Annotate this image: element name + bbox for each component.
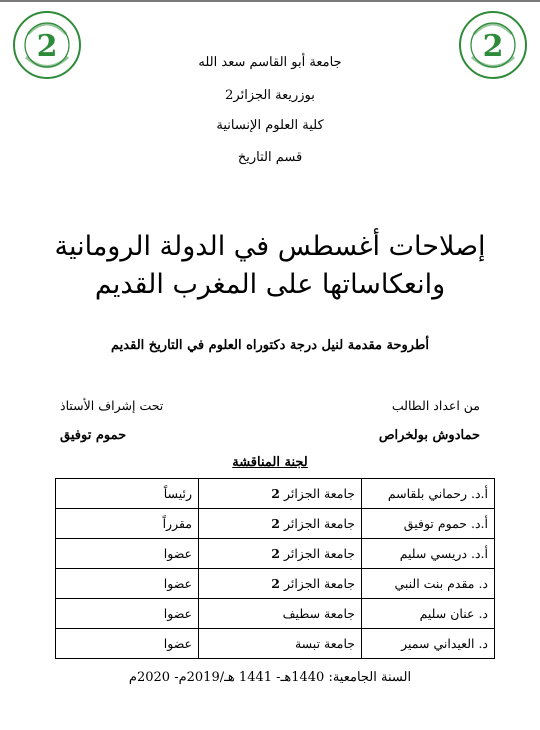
member-university-number: 2 [271,576,280,591]
member-role: مقرراً [56,509,199,539]
member-university-name: جامعة سطيف [282,606,355,621]
logo-numeral: 2 [482,29,504,64]
member-university-number: 2 [271,486,280,501]
committee-title: لجنة المناقشة [232,455,308,470]
committee-table [55,478,495,659]
university-name: جامعة أبو القاسم سعد الله [198,55,342,70]
member-university [199,629,362,659]
table-row [56,569,495,599]
member-role: عضوا [56,629,199,659]
member-name: أ.د. دريسي سليم [362,539,495,569]
supervisor-label: تحت إشراف الأستاذ [60,398,164,413]
table-row [56,479,495,509]
member-university [199,509,362,539]
supervisor-name: حموم توفيق [60,428,127,443]
member-name: أ.د. رحماني بلقاسم [362,479,495,509]
department-name: قسم التاريخ [237,150,303,165]
student-name: حمادوش بولخراص [378,428,480,443]
thesis-subtitle: أطروحة مقدمة لنيل درجة دكتوراه العلوم في التاريخ القديم [111,338,429,353]
table-row [56,629,495,659]
faculty-name: كلية العلوم الإنسانية [216,118,324,133]
member-name: د. مقدم بنت النبي [362,569,495,599]
thesis-title-line-2: وانعكاساتها على المغرب القديم [94,269,446,300]
member-name: أ.د. حموم توفيق [362,509,495,539]
member-role: عضوا [56,569,199,599]
member-university-name: جامعة الجزائر [283,546,355,561]
member-university [199,539,362,569]
member-university-number: 2 [271,516,280,531]
member-role: رئيساً [56,479,199,509]
student-label: من اعداد الطالب [391,398,480,413]
city-name: بوزريعة الجزائر2 [225,88,315,103]
member-university-number: 2 [271,546,280,561]
academic-year: السنة الجامعية: 1440هـ- 1441 هـ/2019م- 2020م [128,670,412,685]
member-name: د. العيداني سمير [362,629,495,659]
thesis-title-line-1: إصلاحات أغسطس في الدولة الرومانية [54,231,486,262]
top-border [0,0,540,2]
member-university [199,479,362,509]
member-university-name: جامعة الجزائر [283,486,355,501]
table-row [56,539,495,569]
table-row [56,509,495,539]
member-university-name: جامعة الجزائر [283,576,355,591]
member-university [199,599,362,629]
member-university-name: جامعة الجزائر [283,516,355,531]
member-role: عضوا [56,539,199,569]
member-university-name: جامعة تبسة [294,636,355,651]
table-row [56,599,495,629]
member-role: عضوا [56,599,199,629]
member-name: د. عنان سليم [362,599,495,629]
member-university [199,569,362,599]
logo-numeral: 2 [36,29,58,64]
